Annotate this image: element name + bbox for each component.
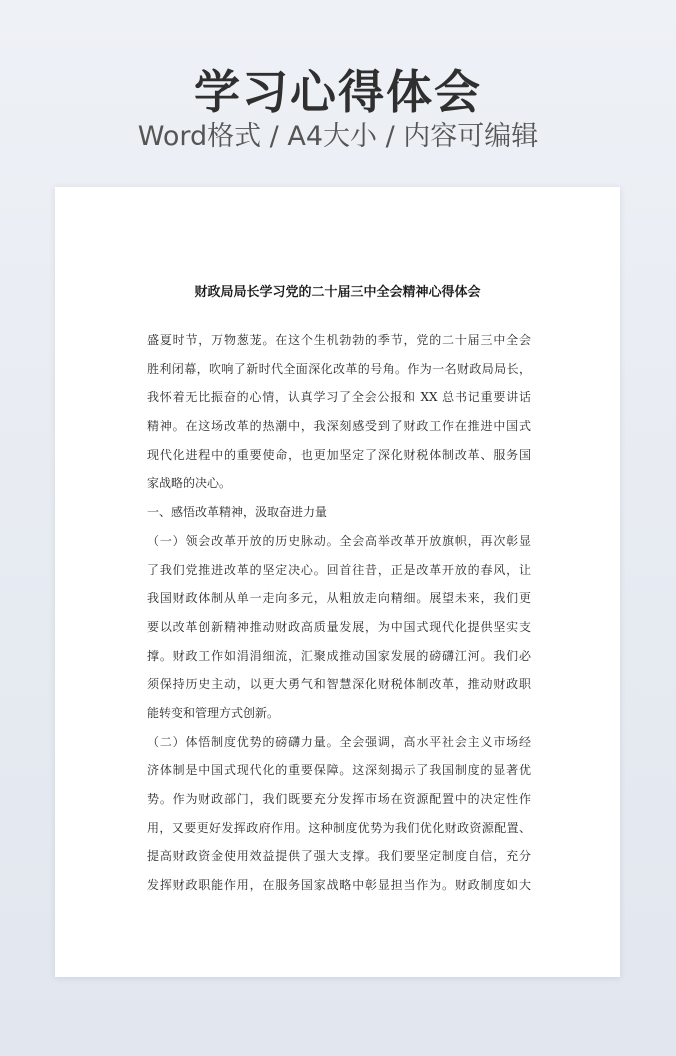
paragraph-line: 势。作为财政部门，我们既要充分发挥市场在资源配置中的决定性作 bbox=[147, 792, 531, 806]
paragraph-line: 提高财政资金使用效益提供了强大支撑。我们要坚定制度自信，充分 bbox=[147, 849, 531, 864]
paragraph-line: 要以改革创新精神推动财政高质量发展，为中国式现代化提供坚实支 bbox=[147, 619, 531, 634]
paragraph-line: 能转变和管理方式创新。 bbox=[147, 705, 280, 720]
banner-subtitle: Word格式 / A4大小 / 内容可编辑 bbox=[137, 121, 539, 152]
paragraph-line: 济体制是中国式现代化的重要保障。这深刻揭示了我国制度的显著优 bbox=[147, 763, 531, 778]
paragraph-line: 撑。财政工作如涓涓细流，汇聚成推动国家发展的磅礴江河。我们必 bbox=[147, 648, 531, 663]
document-page bbox=[55, 187, 620, 977]
section-heading: 一、感悟改革精神，汲取奋进力量 bbox=[147, 505, 328, 520]
paragraph-line: 胜利闭幕，吹响了新时代全面深化改革的号角。作为一名财政局局长， bbox=[147, 361, 531, 376]
paragraph-line: 须保持历史主动，以更大勇气和智慧深化财税体制改革，推动财政职 bbox=[147, 677, 531, 692]
paragraph-line: 发挥财政职能作用，在服务国家战略中彰显担当作为。财政制度如大 bbox=[147, 878, 531, 893]
banner bbox=[0, 0, 676, 186]
document-body bbox=[147, 326, 531, 900]
paragraph-line: 用，又要更好发挥政府作用。这种制度优势为我们优化财政资源配置、 bbox=[147, 820, 531, 835]
paragraph-line: （二）体悟制度优势的磅礴力量。全会强调，高水平社会主义市场经 bbox=[147, 734, 531, 749]
banner-title: 学习心得体会 bbox=[194, 65, 482, 119]
paragraph-line: 盛夏时节，万物葱茏。在这个生机勃勃的季节，党的二十届三中全会 bbox=[147, 333, 531, 347]
paragraph-line: （一）领会改革开放的历史脉动。全会高举改革开放旗帜，再次彰显 bbox=[147, 533, 531, 548]
paragraph-line: 我怀着无比振奋的心情，认真学习了全会公报和 XX 总书记重要讲话 bbox=[147, 390, 531, 405]
paragraph-line: 精神。在这场改革的热潮中，我深刻感受到了财政工作在推进中国式 bbox=[147, 419, 531, 434]
paragraph-line: 现代化进程中的重要使命，也更加坚定了深化财税体制改革、服务国 bbox=[147, 447, 531, 462]
paragraph-line: 我国财政体制从单一走向多元，从粗放走向精细。展望未来，我们更 bbox=[147, 591, 531, 606]
paragraph-line: 了我们党推进改革的坚定决心。回首往昔，正是改革开放的春风，让 bbox=[147, 562, 531, 577]
document-title: 财政局局长学习党的二十届三中全会精神心得体会 bbox=[194, 285, 481, 300]
paragraph-line: 家战略的决心。 bbox=[147, 476, 232, 491]
